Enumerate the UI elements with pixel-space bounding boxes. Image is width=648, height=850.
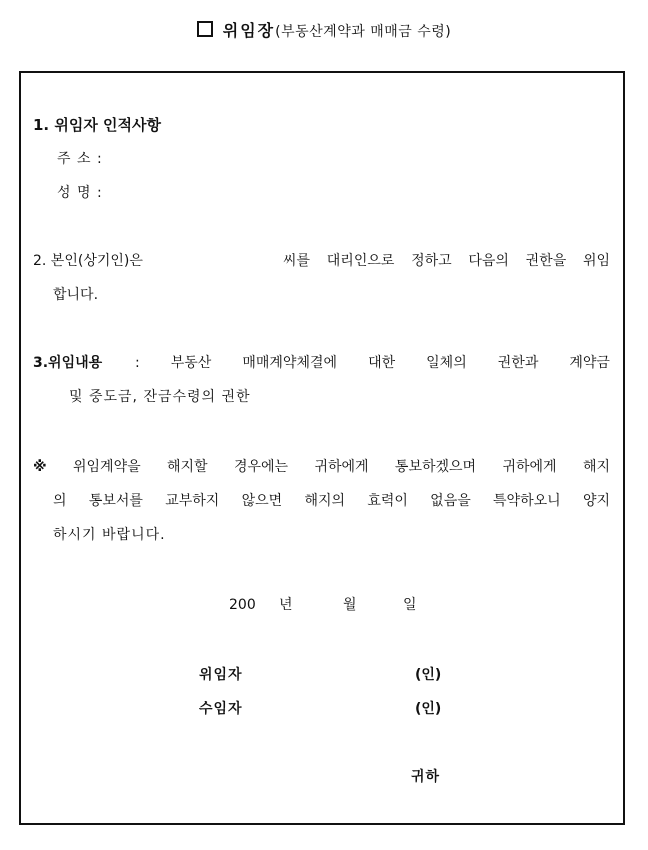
notice-word: 효력이 <box>367 493 408 509</box>
notice-word: 귀하에게 <box>314 459 369 475</box>
delegate-seal: (인) <box>415 701 442 717</box>
section3-word: 매매계약체결에 <box>242 355 338 371</box>
delegator-label: 위임자 <box>199 667 243 683</box>
title-main: 위임장 <box>222 21 276 40</box>
document-frame <box>19 71 625 825</box>
notice-line1 <box>33 457 610 477</box>
section3-word: 대한 <box>368 355 396 371</box>
title-subtitle: (부동산계약과 매매금 수령) <box>275 24 452 40</box>
section2-word: 권한을 <box>525 253 567 269</box>
reference-mark-icon: ※ <box>33 459 47 475</box>
notice-word: 양지 <box>582 493 610 509</box>
section3-word: 권한과 <box>497 355 539 371</box>
notice-word: 통보서를 <box>88 493 143 509</box>
notice-word: 않으면 <box>241 493 283 509</box>
date-day-unit: 일 <box>403 597 417 613</box>
section3-line2: 및 중도금, 잔금수령의 권한 <box>69 389 251 405</box>
notice-line2 <box>53 491 610 511</box>
section3-line1 <box>135 353 610 373</box>
section2-word: 다음의 <box>468 253 509 269</box>
notice-word: 특약하오니 <box>493 493 561 509</box>
section2-word: 정하고 <box>411 253 452 269</box>
delegator-seal: (인) <box>415 667 442 683</box>
delegate-label: 수임자 <box>199 701 243 717</box>
notice-word: 위임계약을 <box>73 459 141 475</box>
notice-word: 해지의 <box>304 493 346 509</box>
section3-word: 일체의 <box>426 355 467 371</box>
document-title <box>0 18 648 41</box>
notice-word: 통보하겠으며 <box>394 459 477 475</box>
section2-prefix: 2. 본인(상기인)은 <box>33 253 143 269</box>
addressee: 귀하 <box>411 769 441 785</box>
section2-word: 씨를 <box>283 253 311 269</box>
date-year: 200 <box>229 597 256 613</box>
section2-line1-rest <box>283 251 610 271</box>
section3-heading: 3.위임내용 <box>33 355 103 371</box>
section3-word: 부동산 <box>170 355 212 371</box>
address-label: 주 소 : <box>57 151 103 167</box>
name-label: 성 명 : <box>57 185 103 201</box>
notice-word: 경우에는 <box>233 459 289 475</box>
section2-word: 대리인으로 <box>326 253 395 269</box>
notice-line3: 하시기 바랍니다. <box>53 527 166 543</box>
notice-word: 없음을 <box>430 493 471 509</box>
notice-word: 의 <box>53 493 67 509</box>
notice-word: 해지 <box>582 459 610 475</box>
notice-word: 귀하에게 <box>502 459 557 475</box>
notice-word: 교부하지 <box>165 493 220 509</box>
section1-heading: 1. 위임자 인적사항 <box>33 116 162 134</box>
square-bullet-icon <box>197 21 213 37</box>
notice-word: 해지할 <box>167 459 208 475</box>
date-month-unit: 월 <box>343 597 357 613</box>
section2-line2: 합니다. <box>53 287 99 303</box>
section3-word: 계약금 <box>569 355 610 371</box>
section2-word: 위임 <box>582 253 610 269</box>
date-year-unit: 년 <box>279 597 293 613</box>
section3-word: : <box>135 355 140 371</box>
